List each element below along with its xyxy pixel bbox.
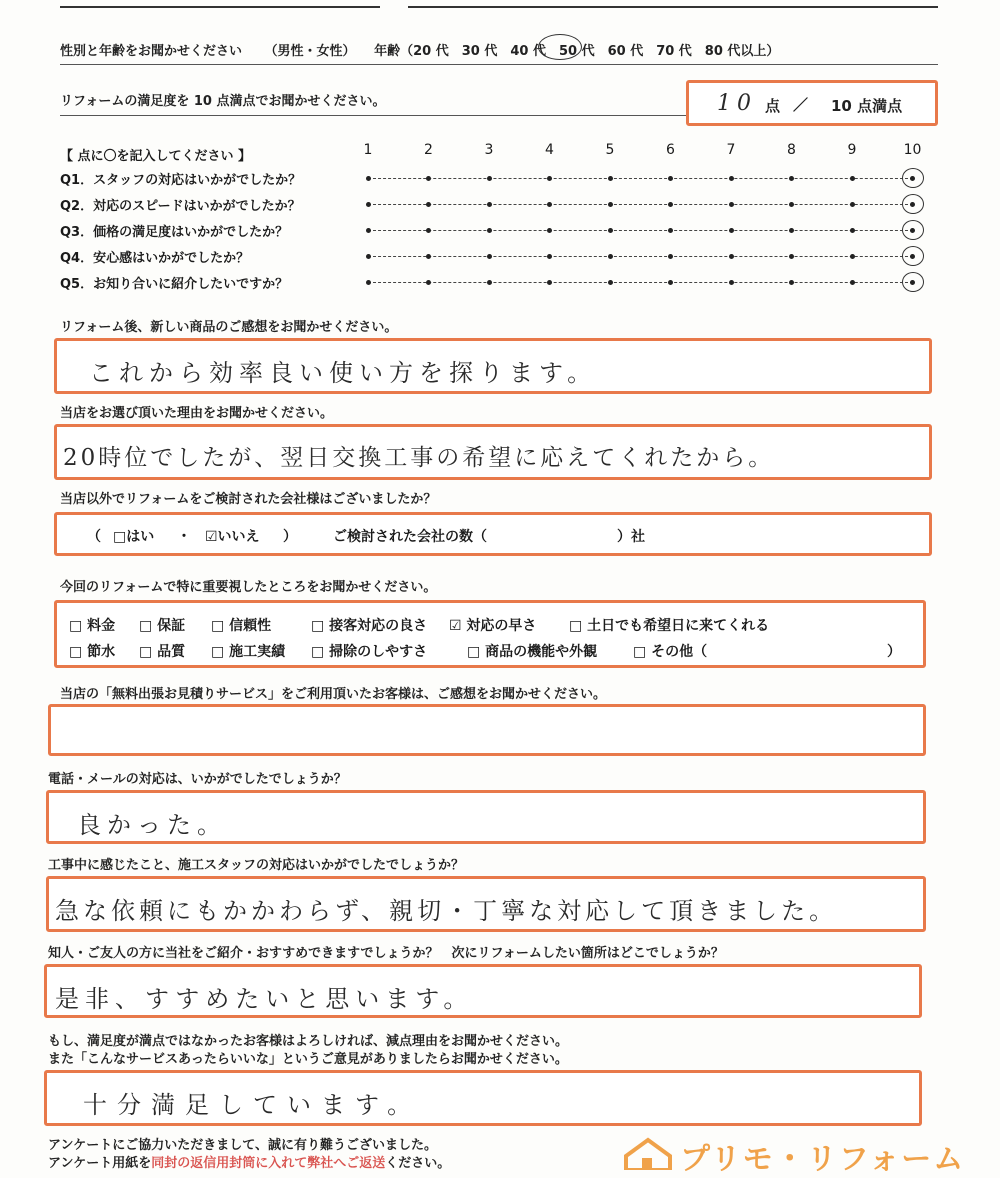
recommend-box (44, 964, 922, 1018)
scale-point[interactable] (366, 254, 371, 259)
phone-label: 電話・メールの対応は、いかがでしたでしょうか？ (48, 772, 347, 787)
priority-close: ） (887, 644, 901, 660)
scale-number: 8 (787, 142, 796, 158)
priority-option[interactable]: ☑ 対応の早さ (449, 618, 537, 634)
scale-point[interactable] (668, 228, 673, 233)
phone-box (46, 790, 926, 844)
scale-point[interactable] (547, 228, 552, 233)
new-product-box (54, 338, 932, 394)
priority-option[interactable]: □ 接客対応の良さ (311, 618, 428, 634)
satisfaction-max: 10 点満点 (831, 97, 903, 115)
scale-point[interactable] (547, 280, 552, 285)
scale-point[interactable] (487, 228, 492, 233)
scale-point[interactable] (366, 176, 371, 181)
priority-option[interactable]: □ 品質 (139, 644, 186, 660)
scale-point[interactable] (547, 202, 552, 207)
other-company-yes[interactable]: □はい (113, 529, 155, 545)
scale-point[interactable] (789, 202, 794, 207)
reason-label: 当店をお選び頂いた理由をお聞かせください。 (60, 406, 334, 421)
scale-number: 5 (605, 142, 615, 158)
other-company-label: 当店以外でリフォームをご検討された会社様はございましたか？ (60, 492, 437, 507)
scale-point[interactable] (487, 280, 492, 285)
scale-point[interactable] (668, 202, 673, 207)
question-scale-line (368, 282, 913, 283)
scale-number: 7 (726, 142, 736, 158)
question-text: Q2．対応のスピードはいかがでしたか？ (60, 199, 301, 214)
scale-point[interactable] (668, 254, 673, 259)
other-company-box (54, 512, 932, 556)
question-text: Q5．お知り合いに紹介したいですか？ (60, 277, 289, 292)
priority-option[interactable]: □ 料金 (69, 618, 116, 634)
new-product-answer: これから効率良い使い方を探ります。 (89, 359, 598, 387)
question-scale-line (368, 178, 913, 179)
construction-answer: 急な依頼にもかかわらず、親切・丁寧な対応して頂きました。 (55, 897, 838, 925)
scale-number: 10 (903, 142, 922, 158)
scale-point[interactable] (789, 176, 794, 181)
deduction-box (44, 1070, 922, 1126)
scale-number: 1 (363, 142, 373, 158)
scale-point[interactable] (366, 228, 371, 233)
company-logo: プリモ・リフォーム (680, 1142, 966, 1177)
age-circle (538, 34, 582, 60)
top-rule-right (408, 6, 938, 8)
priority-option[interactable]: □ その他（ (633, 644, 708, 660)
scale-point[interactable] (608, 280, 613, 285)
scale-point[interactable] (729, 228, 734, 233)
satisfaction-score: 10 (717, 91, 757, 116)
deduction-label-1: もし、満足度が満点ではなかったお客様はよろしければ、減点理由をお聞かせください。 (48, 1034, 569, 1049)
scale-point[interactable] (608, 228, 613, 233)
phone-answer: 良かった。 (77, 811, 227, 839)
question-text: Q1．スタッフの対応はいかがでしたか？ (60, 173, 302, 188)
scale-point[interactable] (850, 202, 855, 207)
construction-label: 工事中に感じたこと、施工スタッフの対応はいかがでしたでしょうか？ (48, 858, 465, 873)
scale-point[interactable] (789, 228, 794, 233)
satisfaction-unit: 点 (765, 97, 781, 115)
priority-option[interactable]: □ 節水 (69, 644, 116, 660)
priority-option[interactable]: □ 掃除のしやすさ (311, 644, 428, 660)
scale-point[interactable] (426, 176, 431, 181)
scale-number: 3 (484, 142, 494, 158)
other-company-count-label: ご検討された会社の数（ (333, 529, 487, 545)
scale-point[interactable] (850, 176, 855, 181)
selected-score-circle (902, 168, 924, 188)
footer-line-1: アンケートにご協力いただきまして、誠に有り難うございました。 (48, 1138, 437, 1153)
satisfaction-score-box (686, 80, 938, 126)
scale-point[interactable] (426, 228, 431, 233)
scale-point[interactable] (729, 202, 734, 207)
scale-point[interactable] (487, 254, 492, 259)
priority-box (54, 600, 926, 668)
scale-point[interactable] (426, 254, 431, 259)
question-scale-line (368, 204, 913, 205)
question-text: Q4．安心感はいかがでしたか？ (60, 251, 250, 266)
scale-point[interactable] (789, 280, 794, 285)
satisfaction-label: リフォームの満足度を 10 点満点でお聞かせください。 (60, 94, 386, 109)
other-company-open: （ (87, 529, 101, 545)
deduction-answer: 十分満足しています。 (83, 1091, 422, 1119)
scale-point[interactable] (487, 176, 492, 181)
satisfaction-rule (60, 115, 686, 116)
selected-score-circle (902, 194, 924, 214)
scale-point[interactable] (668, 176, 673, 181)
other-company-dot: ・ (177, 529, 191, 545)
scale-point[interactable] (850, 280, 855, 285)
selected-score-circle (902, 272, 924, 292)
scale-number: 9 (847, 142, 857, 158)
scale-point[interactable] (668, 280, 673, 285)
satisfaction-slash: ／ (793, 96, 809, 114)
other-company-close: ） (283, 529, 297, 545)
question-scale-line (368, 230, 913, 231)
question-text: Q3．価格の満足度はいかがでしたか？ (60, 225, 289, 240)
priority-option[interactable]: □ 施工実績 (211, 644, 286, 660)
other-company-no[interactable]: ☑いいえ (205, 529, 260, 545)
selected-score-circle (902, 220, 924, 240)
scale-point[interactable] (547, 254, 552, 259)
scale-number: 6 (666, 142, 675, 158)
footer-line-2: アンケート用紙を同封の返信用封筒に入れて弊社へご返送ください。 (48, 1156, 451, 1171)
priority-option[interactable]: □ 土日でも希望日に来てくれる (569, 618, 770, 634)
priority-option[interactable]: □ 保証 (139, 618, 186, 634)
other-company-count-suffix: ）社 (617, 529, 645, 545)
scale-number: 2 (424, 142, 433, 158)
scale-number: 4 (545, 142, 554, 158)
scale-point[interactable] (366, 202, 371, 207)
scale-point[interactable] (366, 280, 371, 285)
deduction-label-2: また「こんなサービスあったらいいな」というご意見がありましたらお聞かせください。 (48, 1052, 568, 1067)
top-rule-left (60, 6, 380, 8)
priority-option[interactable]: □ 商品の機能や外観 (467, 644, 598, 660)
scale-point[interactable] (850, 254, 855, 259)
scale-point[interactable] (608, 176, 613, 181)
estimate-label: 当店の「無料出張お見積りサービス」をご利用頂いたお客様は、ご感想をお聞かせください。 (60, 687, 607, 702)
scale-point[interactable] (487, 202, 492, 207)
scale-point[interactable] (850, 228, 855, 233)
question-scale-line (368, 256, 913, 257)
scale-point[interactable] (729, 254, 734, 259)
reason-answer: 20時位でしたが、翌日交換工事の希望に応えてくれたから。 (63, 445, 775, 471)
new-product-label: リフォーム後、新しい商品のご感想をお聞かせください。 (60, 320, 398, 335)
scale-point[interactable] (608, 254, 613, 259)
scale-point[interactable] (789, 254, 794, 259)
house-logo-icon (622, 1136, 674, 1174)
scale-point[interactable] (729, 176, 734, 181)
construction-box (46, 876, 926, 932)
priority-label: 今回のリフォームで特に重要視したところをお聞かせください。 (60, 580, 437, 595)
scale-point[interactable] (547, 176, 552, 181)
questions-instruction: 【 点に〇を記入してください 】 (60, 149, 252, 164)
reason-box (54, 424, 932, 480)
recommend-label: 知人・ご友人の方に当社をご紹介・おすすめできますでしょうか？ 次にリフォームしたい箇所はどこでしょうか？ (48, 946, 724, 961)
selected-score-circle (902, 246, 924, 266)
scale-point[interactable] (426, 202, 431, 207)
gender-age-label: 性別と年齢をお聞かせください （男性・女性） 年齢（20 代 30 代 40 代 50 代 60 代 70 代 80 代以上） (60, 44, 780, 59)
scale-point[interactable] (729, 280, 734, 285)
scale-point[interactable] (426, 280, 431, 285)
estimate-box (48, 704, 926, 756)
priority-option[interactable]: □ 信頼性 (211, 618, 272, 634)
gender-age-rule (60, 64, 938, 65)
scale-point[interactable] (608, 202, 613, 207)
recommend-answer: 是非、すすめたいと思います。 (55, 985, 474, 1013)
